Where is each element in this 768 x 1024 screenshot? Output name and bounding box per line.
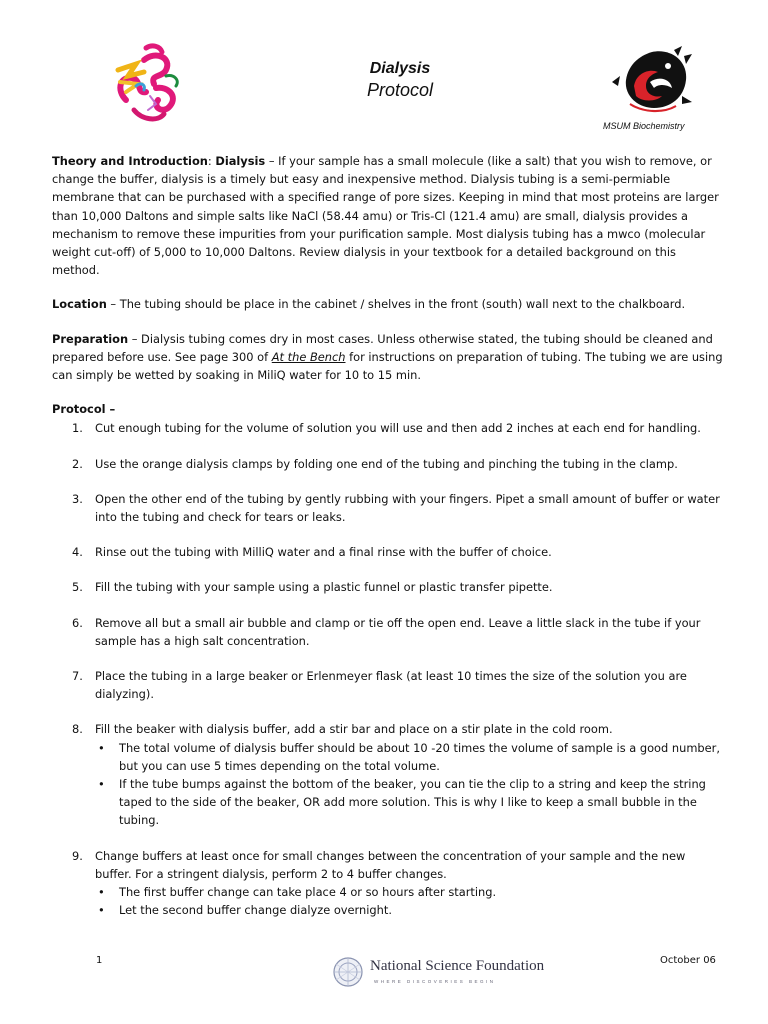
document-title: Dialysis bbox=[369, 60, 431, 77]
dragon-logo-icon bbox=[612, 46, 692, 118]
preparation-label: Preparation bbox=[52, 331, 129, 346]
document-date: October 06 bbox=[660, 955, 716, 966]
protocol-steps bbox=[52, 419, 724, 919]
theory-paragraph bbox=[52, 152, 724, 279]
step-text: Open the other end of the tubing by gently rubbing with your fingers. Pipet a small amount of buffer or water into the tubing and check for tears or leaks. bbox=[95, 491, 720, 525]
step-number: 7. bbox=[72, 669, 83, 684]
step-bullet: • If the tube bumps against the bottom of the beaker, you can tie the clip to a string and keep the string taped to the side of the beaker, OR add more solution. This is why I like to keep a small bubble in the tubing. bbox=[95, 775, 724, 830]
step-bullet: • Let the second buffer change dialyze overnight. bbox=[95, 901, 724, 919]
logo-caption: MSUM Biochemistry bbox=[603, 121, 685, 131]
step-number: 5. bbox=[72, 580, 83, 595]
location-label: Location bbox=[52, 297, 107, 312]
protocol-step bbox=[52, 578, 724, 596]
step-text: Use the orange dialysis clamps by folding one end of the tubing and pinching the tubing in the clamp. bbox=[95, 456, 678, 471]
step-text: Rinse out the tubing with MilliQ water and a final rinse with the buffer of choice. bbox=[95, 545, 552, 560]
step-number: 8. bbox=[72, 722, 83, 737]
protocol-heading: Protocol – bbox=[52, 402, 116, 417]
protocol-step bbox=[52, 614, 724, 650]
step-number: 6. bbox=[72, 615, 83, 630]
step-number: 9. bbox=[72, 848, 83, 863]
nsf-globe-icon bbox=[330, 954, 366, 990]
step-text: Fill the tubing with your sample using a plastic funnel or plastic transfer pipette. bbox=[95, 580, 553, 595]
document-title-block bbox=[340, 60, 460, 101]
step-text: Remove all but a small air bubble and clamp or tie off the open end. Leave a little slack in the tube if your sample has a high salt concentration. bbox=[95, 615, 701, 648]
step-text: Change buffers at least once for small changes between the concentration of your sample and the new buffer. For a stringent dialysis, perform 2 to 4 buffer changes. bbox=[95, 848, 686, 881]
theory-text: – If your sample has a small molecule (like a salt) that you wish to remove, or change the buffer, dialysis is a timely but easy and inexpensive method. Dialysis tubing is a semi-permiable membrane that can be purchased with a specified range of pore sizes. Keeping in mind that most proteins are larger than 10,000 Daltons and simple salts like NaCl (58.44 amu) or Tris-Cl (121.4 amu) are small, dialysis provides a mechanism to remove these impurities from your purification sample. Most dialysis tubing has a mwco (molecular weight cut-off) of 5,000 to 10,000 Daltons. Review dialysis in your textbook for a detailed background on this method. bbox=[52, 154, 719, 278]
document-subtitle: Protocol bbox=[366, 80, 434, 100]
document-body bbox=[52, 152, 724, 937]
step-text: Fill the beaker with dialysis buffer, add a stir bar and place on a stir plate in the cold room. bbox=[95, 722, 613, 737]
book-title: At the Bench bbox=[271, 349, 346, 364]
location-paragraph bbox=[52, 295, 724, 313]
step-bullets bbox=[95, 883, 724, 919]
protein-structure-icon bbox=[106, 40, 188, 126]
step-text: Place the tubing in a large beaker or Erlenmeyer flask (at least 10 times the size of the solution you are dialyzing). bbox=[95, 669, 687, 702]
nsf-logo bbox=[330, 950, 545, 996]
step-bullet: • The first buffer change can take place 4 or so hours after starting. bbox=[95, 883, 724, 901]
step-number: 4. bbox=[72, 545, 83, 560]
step-number: 3. bbox=[72, 491, 83, 506]
protocol-step bbox=[52, 667, 724, 703]
step-number: 2. bbox=[72, 456, 83, 471]
preparation-paragraph bbox=[52, 330, 724, 385]
nsf-tagline: WHERE DISCOVERIES BEGIN bbox=[374, 979, 496, 984]
theory-label-separator: : bbox=[207, 154, 216, 168]
theory-label-word: Dialysis bbox=[215, 154, 266, 168]
protocol-step bbox=[52, 720, 724, 829]
page-number: 1 bbox=[96, 955, 103, 966]
protocol-step bbox=[52, 455, 724, 473]
location-text: – The tubing should be place in the cabinet / shelves in the front (south) wall next to the chalkboard. bbox=[106, 297, 686, 312]
nsf-name: National Science Foundation bbox=[370, 958, 545, 974]
protocol-step bbox=[52, 419, 724, 437]
protocol-step bbox=[52, 490, 724, 526]
protocol-step bbox=[52, 543, 724, 561]
step-bullets bbox=[95, 739, 724, 830]
theory-label: Theory and Introduction bbox=[52, 154, 208, 168]
step-bullet: • The total volume of dialysis buffer should be about 10 -20 times the volume of sample is a good number, but you can use 5 times depending on the total volume. bbox=[95, 739, 724, 775]
preparation-text-b: for instructions on preparation of tubing. The tubing we are using can simply be wetted by soaking in MiliQ water for 10 to 15 min. bbox=[52, 349, 723, 383]
preparation-text-a: – Dialysis tubing comes dry in most cases. Unless otherwise stated, the tubing should be cleaned and prepared before use. See page 300 of bbox=[52, 331, 713, 364]
protocol-step bbox=[52, 847, 724, 920]
step-text: Cut enough tubing for the volume of solution you will use and then add 2 inches at each end for handling. bbox=[95, 421, 701, 436]
step-number: 1. bbox=[72, 421, 83, 436]
